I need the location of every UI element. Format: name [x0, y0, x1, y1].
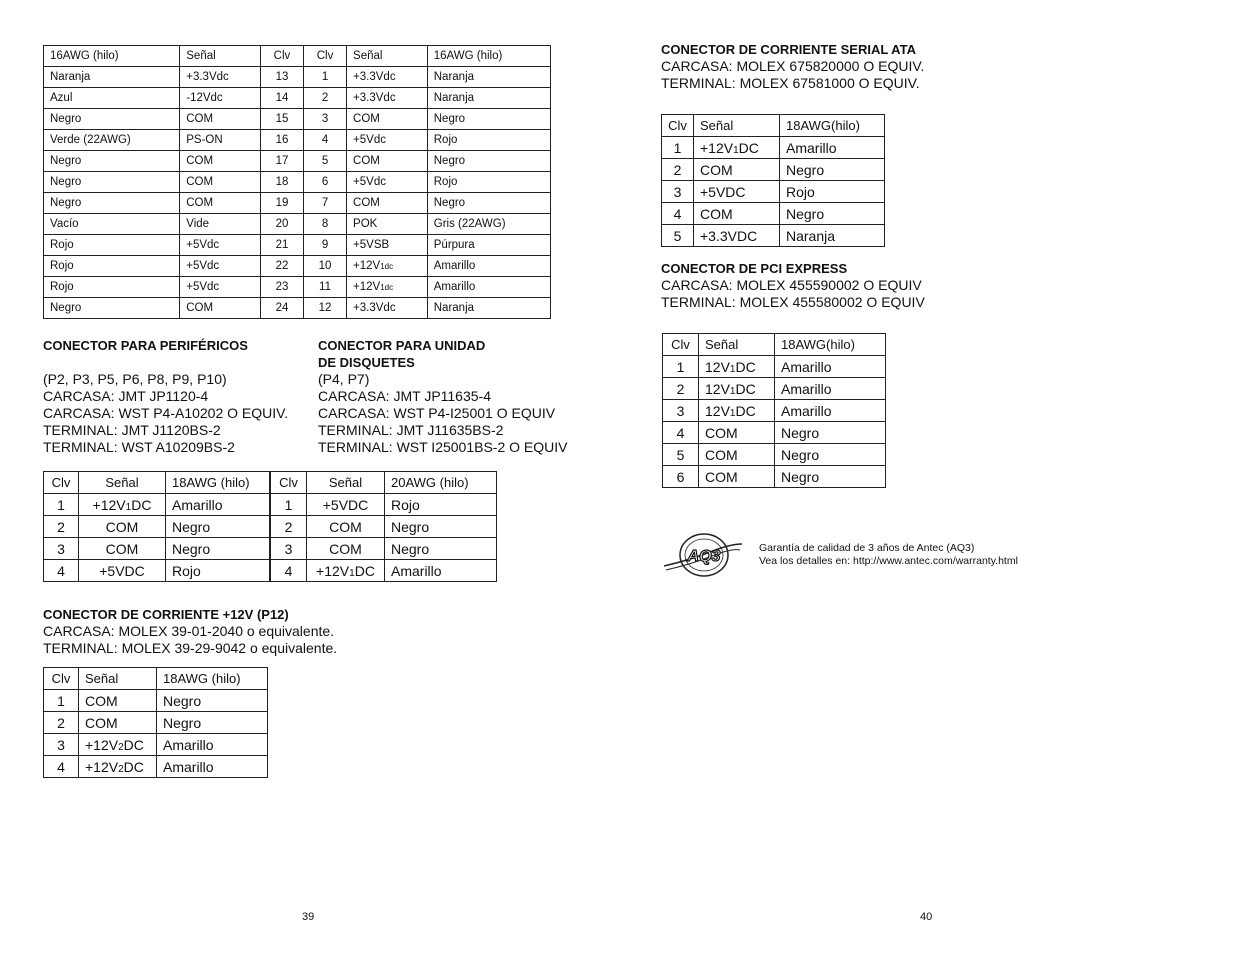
- atx24-cell: COM: [180, 151, 261, 172]
- pcie-cell: Negro: [775, 466, 886, 488]
- atx24-cell: +3.3Vdc: [347, 67, 428, 88]
- disquetes-line: CARCASA: JMT JP11635-4: [318, 388, 491, 404]
- p12-cell: +12V2DC: [79, 756, 157, 778]
- atx24-cell: +5Vdc: [347, 130, 428, 151]
- sata-lines: [661, 58, 924, 92]
- atx24-row: [44, 193, 551, 214]
- sata-header-cell: 18AWG(hilo): [780, 115, 885, 137]
- atx24-row: [44, 298, 551, 319]
- p12-lines: [43, 623, 337, 657]
- p12-row: [44, 690, 268, 712]
- peri-header-cell: 18AWG (hilo): [166, 472, 270, 494]
- peri-cell: Amarillo: [166, 494, 270, 516]
- pcie-cell: Negro: [775, 422, 886, 444]
- sata-cell: Rojo: [780, 181, 885, 203]
- atx24-cell: 22: [260, 256, 303, 277]
- sata-cell: +12V1DC: [694, 137, 780, 159]
- atx24-cell: Naranja: [427, 67, 550, 88]
- atx24-row: [44, 235, 551, 256]
- sata-row: [662, 137, 885, 159]
- pcie-row: [663, 466, 886, 488]
- sata-cell: 3: [662, 181, 694, 203]
- pcie-line: CARCASA: MOLEX 455590002 O EQUIV: [661, 277, 922, 293]
- sata-header-row: [662, 115, 885, 137]
- floppy-cell: COM: [307, 516, 385, 538]
- floppy-cell: Amarillo: [385, 560, 497, 582]
- pcie-cell: Amarillo: [775, 378, 886, 400]
- pcie-cell: 12V1DC: [699, 378, 775, 400]
- floppy-table: [270, 471, 497, 582]
- atx24-cell: 23: [260, 277, 303, 298]
- atx24-row: [44, 88, 551, 109]
- sata-row: [662, 203, 885, 225]
- aq3-logo: [660, 530, 746, 580]
- warranty-line-1: Garantía de calidad de 3 años de Antec (AQ3): [759, 542, 975, 554]
- p12-cell: 4: [44, 756, 79, 778]
- pcie-line: TERMINAL: MOLEX 455580002 O EQUIV: [661, 294, 925, 310]
- warranty-line-2: Vea los detalles en: http://www.antec.com/warranty.html: [759, 555, 1018, 567]
- atx24-header-cell: Clv: [304, 46, 347, 67]
- atx24-cell: Vacío: [44, 214, 180, 235]
- p12-cell: Negro: [157, 690, 268, 712]
- peri-row: [44, 538, 270, 560]
- atx24-cell: Púrpura: [427, 235, 550, 256]
- atx24-cell: 8: [304, 214, 347, 235]
- atx24-cell: COM: [180, 109, 261, 130]
- p12-cell: +12V2DC: [79, 734, 157, 756]
- atx24-cell: 7: [304, 193, 347, 214]
- atx24-cell: 5: [304, 151, 347, 172]
- atx24-cell: COM: [180, 172, 261, 193]
- atx24-cell: Rojo: [44, 256, 180, 277]
- atx24-cell: Negro: [44, 109, 180, 130]
- atx24-cell: Naranja: [44, 67, 180, 88]
- atx24-cell: Negro: [427, 109, 550, 130]
- sata-cell: Negro: [780, 159, 885, 181]
- atx24-cell: 6: [304, 172, 347, 193]
- atx24-cell: Naranja: [427, 88, 550, 109]
- floppy-cell: Negro: [385, 516, 497, 538]
- peri-cell: +5VDC: [79, 560, 166, 582]
- atx24-cell: 1: [304, 67, 347, 88]
- floppy-cell: +12V1DC: [307, 560, 385, 582]
- pcie-cell: COM: [699, 466, 775, 488]
- perifericos-line: (P2, P3, P5, P6, P8, P9, P10): [43, 371, 227, 387]
- sata-cell: COM: [694, 203, 780, 225]
- floppy-row: [271, 560, 497, 582]
- perifericos-lines: [43, 371, 288, 456]
- atx24-cell: +5VSB: [347, 235, 428, 256]
- pcie-row: [663, 378, 886, 400]
- atx24-cell: Rojo: [427, 172, 550, 193]
- peri-header-row: [44, 472, 270, 494]
- sata-cell: COM: [694, 159, 780, 181]
- atx24-cell: COM: [180, 298, 261, 319]
- sata-cell: 4: [662, 203, 694, 225]
- perifericos-line: TERMINAL: JMT J1120BS-2: [43, 422, 221, 438]
- p12-header-cell: 18AWG (hilo): [157, 668, 268, 690]
- pcie-cell: COM: [699, 444, 775, 466]
- p12-row: [44, 734, 268, 756]
- p12-line: CARCASA: MOLEX 39-01-2040 o equivalente.: [43, 623, 335, 639]
- atx24-cell: Rojo: [44, 235, 180, 256]
- atx24-cell: COM: [347, 109, 428, 130]
- pcie-cell: 12V1DC: [699, 400, 775, 422]
- sata-cell: 5: [662, 225, 694, 247]
- atx24-cell: +5Vdc: [180, 277, 261, 298]
- floppy-header-cell: 20AWG (hilo): [385, 472, 497, 494]
- atx24-cell: 12: [304, 298, 347, 319]
- pcie-cell: Amarillo: [775, 400, 886, 422]
- atx24-cell: +3.3Vdc: [347, 298, 428, 319]
- peri-cell: 3: [44, 538, 79, 560]
- sata-cell: Naranja: [780, 225, 885, 247]
- p12-cell: 1: [44, 690, 79, 712]
- atx24-row: [44, 130, 551, 151]
- sata-header-cell: Clv: [662, 115, 694, 137]
- disquetes-line: TERMINAL: JMT J11635BS-2: [318, 422, 504, 438]
- atx24-cell: PS-ON: [180, 130, 261, 151]
- disquetes-line: TERMINAL: WST I25001BS-2 O EQUIV: [318, 439, 568, 455]
- atx24-cell: 18: [260, 172, 303, 193]
- floppy-cell: 1: [271, 494, 307, 516]
- p12-row: [44, 712, 268, 734]
- aq3-logo-text: AQ3: [687, 548, 721, 565]
- pcie-cell: Amarillo: [775, 356, 886, 378]
- p12-row: [44, 756, 268, 778]
- p12-header-cell: Señal: [79, 668, 157, 690]
- floppy-row: [271, 494, 497, 516]
- atx24-cell: Negro: [427, 193, 550, 214]
- p12-header-cell: Clv: [44, 668, 79, 690]
- p12-cell: 2: [44, 712, 79, 734]
- atx24-cell: Negro: [44, 193, 180, 214]
- sata-title: CONECTOR DE CORRIENTE SERIAL ATA: [661, 42, 916, 57]
- peri-cell: Negro: [166, 538, 270, 560]
- floppy-cell: Rojo: [385, 494, 497, 516]
- pcie-cell: Negro: [775, 444, 886, 466]
- atx24-header-cell: 16AWG (hilo): [44, 46, 180, 67]
- p12-table: [43, 667, 268, 778]
- floppy-cell: 2: [271, 516, 307, 538]
- atx24-cell: -12Vdc: [180, 88, 261, 109]
- atx24-header-row: [44, 46, 551, 67]
- atx24-cell: Azul: [44, 88, 180, 109]
- sata-cell: +3.3VDC: [694, 225, 780, 247]
- peri-cell: Negro: [166, 516, 270, 538]
- atx24-cell: 4: [304, 130, 347, 151]
- atx24-cell: 17: [260, 151, 303, 172]
- sata-header-cell: Señal: [694, 115, 780, 137]
- atx24-cell: +5Vdc: [180, 235, 261, 256]
- floppy-header-cell: Clv: [271, 472, 307, 494]
- atx24-row: [44, 214, 551, 235]
- peri-row: [44, 560, 270, 582]
- peri-table: [43, 471, 270, 582]
- floppy-header-row: [271, 472, 497, 494]
- peri-cell: 2: [44, 516, 79, 538]
- sata-line: TERMINAL: MOLEX 67581000 O EQUIV.: [661, 75, 920, 91]
- pcie-header-cell: 18AWG(hilo): [775, 334, 886, 356]
- peri-cell: COM: [79, 538, 166, 560]
- disquetes-title-2: DE DISQUETES: [318, 355, 415, 370]
- atx24-cell: Rojo: [427, 130, 550, 151]
- peri-row: [44, 516, 270, 538]
- atx24-cell: 15: [260, 109, 303, 130]
- sata-row: [662, 225, 885, 247]
- atx24-row: [44, 67, 551, 88]
- pcie-cell: 5: [663, 444, 699, 466]
- pcie-cell: 3: [663, 400, 699, 422]
- atx24-cell: COM: [347, 193, 428, 214]
- atx24-cell: Negro: [44, 298, 180, 319]
- perifericos-line: CARCASA: JMT JP1120-4: [43, 388, 209, 404]
- sata-row: [662, 181, 885, 203]
- atx24-cell: Verde (22AWG): [44, 130, 180, 151]
- pcie-lines: [661, 277, 925, 311]
- warranty-text: [759, 542, 1018, 568]
- pcie-cell: 12V1DC: [699, 356, 775, 378]
- atx24-cell: 20: [260, 214, 303, 235]
- p12-cell: COM: [79, 690, 157, 712]
- p12-cell: Amarillo: [157, 756, 268, 778]
- p12-cell: 3: [44, 734, 79, 756]
- p12-cell: COM: [79, 712, 157, 734]
- atx24-cell: 21: [260, 235, 303, 256]
- sata-row: [662, 159, 885, 181]
- atx24-cell: Amarillo: [427, 277, 550, 298]
- peri-header-cell: Clv: [44, 472, 79, 494]
- atx24-cell: +3.3Vdc: [347, 88, 428, 109]
- p12-cell: Negro: [157, 712, 268, 734]
- atx24-header-cell: Señal: [180, 46, 261, 67]
- atx24-row: [44, 172, 551, 193]
- floppy-cell: 3: [271, 538, 307, 560]
- sata-table: [661, 114, 885, 247]
- atx24-cell: Gris (22AWG): [427, 214, 550, 235]
- p12-cell: Amarillo: [157, 734, 268, 756]
- atx24-cell: Negro: [427, 151, 550, 172]
- disquetes-line: (P4, P7): [318, 371, 370, 387]
- atx24-cell: POK: [347, 214, 428, 235]
- floppy-cell: COM: [307, 538, 385, 560]
- atx24-header-cell: 16AWG (hilo): [427, 46, 550, 67]
- atx24-cell: +12V1dc: [347, 256, 428, 277]
- atx24-cell: 9: [304, 235, 347, 256]
- atx24-cell: 11: [304, 277, 347, 298]
- atx24-cell: Negro: [44, 151, 180, 172]
- pcie-cell: 1: [663, 356, 699, 378]
- sata-cell: 1: [662, 137, 694, 159]
- atx24-cell: 19: [260, 193, 303, 214]
- peri-header-cell: Señal: [79, 472, 166, 494]
- atx24-header-cell: Clv: [260, 46, 303, 67]
- pcie-row: [663, 356, 886, 378]
- pcie-table: [662, 333, 886, 488]
- peri-row: [44, 494, 270, 516]
- floppy-cell: 4: [271, 560, 307, 582]
- atx24-row: [44, 109, 551, 130]
- pcie-cell: 6: [663, 466, 699, 488]
- pcie-header-cell: Señal: [699, 334, 775, 356]
- sata-cell: +5VDC: [694, 181, 780, 203]
- atx24-row: [44, 151, 551, 172]
- atx24-cell: 16: [260, 130, 303, 151]
- perifericos-title: CONECTOR PARA PERIFÉRICOS: [43, 338, 248, 353]
- atx24-cell: +3.3Vdc: [180, 67, 261, 88]
- atx24-header-cell: Señal: [347, 46, 428, 67]
- atx24-row: [44, 256, 551, 277]
- floppy-header-cell: Señal: [307, 472, 385, 494]
- disquetes-lines: [318, 371, 567, 456]
- floppy-row: [271, 516, 497, 538]
- pcie-cell: COM: [699, 422, 775, 444]
- pcie-cell: 4: [663, 422, 699, 444]
- atx24-cell: Naranja: [427, 298, 550, 319]
- page-number-right: 40: [920, 911, 933, 923]
- atx24-cell: +5Vdc: [347, 172, 428, 193]
- pcie-cell: 2: [663, 378, 699, 400]
- atx24-cell: Negro: [44, 172, 180, 193]
- sata-cell: Negro: [780, 203, 885, 225]
- atx24-cell: +12V1dc: [347, 277, 428, 298]
- p12-line: TERMINAL: MOLEX 39-29-9042 o equivalente.: [43, 640, 338, 656]
- peri-cell: COM: [79, 516, 166, 538]
- atx24-cell: 24: [260, 298, 303, 319]
- pcie-header-cell: Clv: [663, 334, 699, 356]
- page-number-left: 39: [302, 911, 315, 923]
- atx24-cell: +5Vdc: [180, 256, 261, 277]
- atx24-row: [44, 277, 551, 298]
- perifericos-line: TERMINAL: WST A10209BS-2: [43, 439, 235, 455]
- disquetes-title-1: CONECTOR PARA UNIDAD: [318, 338, 486, 353]
- atx24-table: [43, 45, 551, 319]
- atx24-cell: Amarillo: [427, 256, 550, 277]
- pcie-row: [663, 422, 886, 444]
- pcie-title: CONECTOR DE PCI EXPRESS: [661, 261, 848, 276]
- peri-cell: +12V1DC: [79, 494, 166, 516]
- peri-cell: 1: [44, 494, 79, 516]
- atx24-cell: 13: [260, 67, 303, 88]
- pcie-row: [663, 444, 886, 466]
- atx24-cell: 2: [304, 88, 347, 109]
- sata-line: CARCASA: MOLEX 675820000 O EQUIV.: [661, 58, 925, 74]
- atx24-cell: 10: [304, 256, 347, 277]
- pcie-row: [663, 400, 886, 422]
- sata-cell: 2: [662, 159, 694, 181]
- floppy-cell: Negro: [385, 538, 497, 560]
- floppy-cell: +5VDC: [307, 494, 385, 516]
- p12-title: CONECTOR DE CORRIENTE +12V (P12): [43, 607, 289, 622]
- sata-cell: Amarillo: [780, 137, 885, 159]
- perifericos-line: CARCASA: WST P4-A10202 O EQUIV.: [43, 405, 289, 421]
- p12-header-row: [44, 668, 268, 690]
- atx24-cell: COM: [180, 193, 261, 214]
- atx24-cell: Vide: [180, 214, 261, 235]
- atx24-cell: 14: [260, 88, 303, 109]
- peri-cell: Rojo: [166, 560, 270, 582]
- atx24-cell: COM: [347, 151, 428, 172]
- aq3-logo-icon: [660, 530, 746, 580]
- disquetes-line: CARCASA: WST P4-I25001 O EQUIV: [318, 405, 556, 421]
- peri-cell: 4: [44, 560, 79, 582]
- atx24-cell: 3: [304, 109, 347, 130]
- floppy-row: [271, 538, 497, 560]
- pcie-header-row: [663, 334, 886, 356]
- atx24-cell: Rojo: [44, 277, 180, 298]
